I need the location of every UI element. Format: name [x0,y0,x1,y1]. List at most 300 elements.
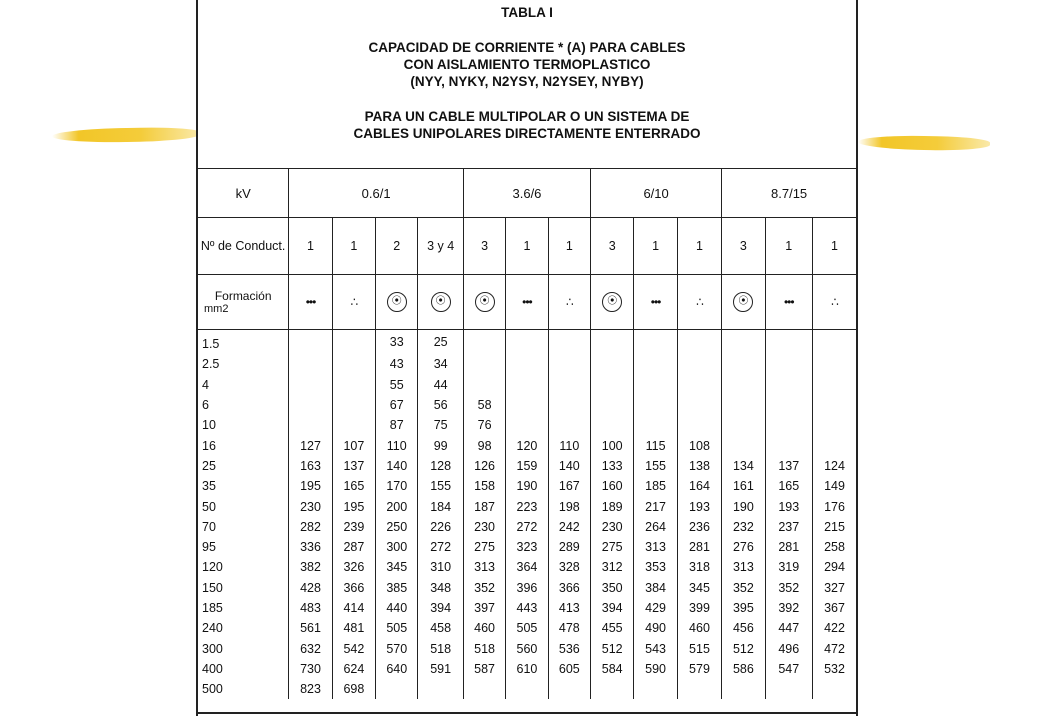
current-value-cell: 570 [376,638,418,658]
current-value-cell: 163 [289,456,332,476]
formation-symbol-icon: ∴ [350,295,358,309]
current-value-cell: 164 [677,476,721,496]
conductor-count-cell: 1 [506,218,548,275]
current-value-cell: 198 [548,496,590,516]
kv-group: 0.6/1 [289,169,464,218]
table-header-block [198,0,856,168]
table-row [198,496,856,516]
section-size-cell: 35 [202,479,216,494]
current-value-cell [765,330,812,355]
formation-symbol-icon: ⦿ [431,292,451,312]
current-value-cell: 336 [289,537,332,557]
current-value-cell: 230 [463,517,505,537]
table-row [198,354,856,374]
current-value-cell [634,375,677,395]
current-value-cell: 590 [634,659,677,679]
current-value-cell: 352 [463,578,505,598]
current-value-cell: 542 [332,638,375,658]
current-value-cell: 512 [591,638,634,658]
current-value-cell [289,395,332,415]
current-value-cell: 237 [765,517,812,537]
kv-label: kV [198,169,289,218]
formation-row [198,275,856,330]
current-value-cell: 189 [591,496,634,516]
current-value-cell: 328 [548,557,590,577]
section-size-cell: 150 [202,580,223,595]
current-value-cell: 429 [634,598,677,618]
current-value-cell [677,679,721,699]
current-value-cell: 137 [332,456,375,476]
section-size-cell: 400 [202,661,223,676]
current-value-cell [506,679,548,699]
current-value-cell [418,679,463,699]
current-value-cell [722,330,765,355]
section-size-cell: 300 [202,641,223,656]
current-value-cell: 155 [634,456,677,476]
current-value-cell: 605 [548,659,590,679]
current-value-cell: 422 [812,618,856,638]
current-value-cell: 75 [418,415,463,435]
formation-symbol-cell [812,275,856,330]
current-value-cell: 319 [765,557,812,577]
current-value-cell: 472 [812,638,856,658]
current-value-cell: 195 [332,496,375,516]
conductor-count-cell: 1 [812,218,856,275]
current-value-cell: 165 [765,476,812,496]
current-value-cell [722,415,765,435]
current-value-cell [548,330,590,355]
current-value-cell: 200 [376,496,418,516]
current-value-cell: 353 [634,557,677,577]
current-value-cell [463,354,505,374]
current-value-cell: 547 [765,659,812,679]
conductor-count-cell: 1 [548,218,590,275]
current-value-cell [591,330,634,355]
current-value-cell: 560 [506,638,548,658]
current-value-cell: 232 [722,517,765,537]
current-value-cell: 352 [722,578,765,598]
table-row [198,517,856,537]
current-value-cell: 140 [376,456,418,476]
current-value-cell [722,679,765,699]
current-value-cell: 230 [289,496,332,516]
current-value-cell: 318 [677,557,721,577]
conductor-count-cell: 3 [722,218,765,275]
formation-symbol-cell [765,275,812,330]
current-value-cell: 313 [463,557,505,577]
current-value-cell: 456 [722,618,765,638]
section-size-cell: 10 [202,418,216,433]
current-value-cell: 586 [722,659,765,679]
section-size-cell: 6 [202,398,209,413]
heading-line-2: CON AISLAMIENTO TERMOPLASTICO [403,57,651,72]
current-value-cell [765,354,812,374]
conductor-count-cell: 1 [634,218,677,275]
current-value-cell [506,330,548,355]
current-value-cell: 137 [765,456,812,476]
scanned-table-document [196,0,858,716]
table-row [198,476,856,496]
formation-symbol-icon: ∴ [566,295,573,309]
current-value-cell: 382 [289,557,332,577]
current-value-cell: 215 [812,517,856,537]
current-value-cell: 159 [506,456,548,476]
current-value-cell: 698 [332,679,375,699]
current-value-cell: 165 [332,476,375,496]
formation-symbol-cell [548,275,590,330]
section-size-cell: 50 [202,499,216,514]
table-row [198,618,856,638]
current-value-cell: 287 [332,537,375,557]
current-value-cell: 610 [506,659,548,679]
kv-group: 3.6/6 [463,169,590,218]
formation-symbol-icon: ••• [650,295,661,309]
table-row [198,330,856,355]
section-size-cell: 70 [202,519,216,534]
current-value-cell [548,395,590,415]
current-value-cell: 100 [591,435,634,455]
current-value-cell: 281 [765,537,812,557]
current-value-cell: 282 [289,517,332,537]
current-value-cell [634,330,677,355]
current-value-cell [765,395,812,415]
current-value-cell: 158 [463,476,505,496]
current-value-cell: 149 [812,476,856,496]
current-value-cell [677,354,721,374]
current-value-cell [765,435,812,455]
current-value-cell: 413 [548,598,590,618]
current-value-cell: 289 [548,537,590,557]
current-value-cell: 823 [289,679,332,699]
current-value-cell [506,415,548,435]
table-row [198,578,856,598]
section-size-cell: 500 [202,682,223,697]
heading-line-3: (NYY, NYKY, N2YSY, N2YSEY, NYBY) [410,74,644,89]
current-value-cell: 294 [812,557,856,577]
current-value-cell: 33 [376,330,418,355]
current-value-cell: 313 [634,537,677,557]
formation-symbol-icon: ⦿ [733,292,753,312]
current-value-cell: 579 [677,659,721,679]
conductor-count-cell: 1 [289,218,332,275]
current-value-cell: 536 [548,638,590,658]
formation-symbol-cell [634,275,677,330]
current-value-cell: 226 [418,517,463,537]
current-value-cell: 392 [765,598,812,618]
current-value-cell [812,415,856,435]
current-value-cell [812,354,856,374]
table-row [198,679,856,699]
current-value-cell [463,330,505,355]
current-value-cell: 364 [506,557,548,577]
current-value-cell: 170 [376,476,418,496]
current-value-cell: 352 [765,578,812,598]
current-value-cell: 300 [376,537,418,557]
current-value-cell [548,679,590,699]
table-row [198,375,856,395]
current-value-cell: 239 [332,517,375,537]
conductor-count-cell: 1 [677,218,721,275]
section-size-cell: 1.5 [202,337,220,352]
current-value-cell [506,354,548,374]
current-value-cell [591,415,634,435]
current-value-cell: 120 [506,435,548,455]
current-value-cell: 193 [677,496,721,516]
table-row [198,598,856,618]
section-size-cell: 95 [202,540,216,555]
current-value-cell [677,415,721,435]
current-value-cell: 281 [677,537,721,557]
table-row [198,537,856,557]
current-value-cell [765,679,812,699]
current-value-cell [289,330,332,355]
current-value-cell: 76 [463,415,505,435]
current-value-cell [591,679,634,699]
current-value-cell: 460 [677,618,721,638]
current-value-cell [463,679,505,699]
formation-symbol-cell [506,275,548,330]
current-value-cell: 397 [463,598,505,618]
current-value-cell: 366 [332,578,375,598]
current-value-cell: 223 [506,496,548,516]
current-value-cell: 414 [332,598,375,618]
current-value-cell: 394 [418,598,463,618]
current-value-cell: 460 [463,618,505,638]
formation-symbol-cell [677,275,721,330]
current-value-cell: 236 [677,517,721,537]
kv-group: 8.7/15 [722,169,856,218]
formation-symbol-icon: ⦿ [602,292,622,312]
current-value-cell: 310 [418,557,463,577]
formation-symbol-icon: ••• [783,295,794,309]
current-value-cell [634,415,677,435]
current-value-cell: 56 [418,395,463,415]
current-value-cell [591,375,634,395]
current-value-cell [376,679,418,699]
formation-symbol-cell [722,275,765,330]
current-value-cell: 515 [677,638,721,658]
current-value-cell [332,415,375,435]
table-row [198,638,856,658]
current-value-cell [332,395,375,415]
formation-symbol-icon: ••• [522,295,532,309]
table-title: TABLA I [501,5,553,20]
formation-symbol-icon: ⦿ [475,292,495,312]
current-value-cell: 518 [463,638,505,658]
current-value-cell: 348 [418,578,463,598]
current-value-cell [812,679,856,699]
formation-symbol-icon: ∴ [696,295,703,309]
current-value-cell: 176 [812,496,856,516]
section-size-cell: 240 [202,621,223,636]
current-value-cell: 67 [376,395,418,415]
current-value-cell: 195 [289,476,332,496]
current-value-cell: 443 [506,598,548,618]
current-value-cell [634,395,677,415]
current-value-cell: 133 [591,456,634,476]
current-value-cell: 367 [812,598,856,618]
current-value-cell: 155 [418,476,463,496]
current-value-cell: 124 [812,456,856,476]
current-value-cell: 276 [722,537,765,557]
formation-symbol-cell [376,275,418,330]
current-value-cell [289,354,332,374]
current-value-cell: 110 [548,435,590,455]
current-value-cell: 190 [722,496,765,516]
current-value-cell: 193 [765,496,812,516]
current-value-cell: 384 [634,578,677,598]
current-value-cell: 127 [289,435,332,455]
formation-symbol-icon: ∴ [831,295,838,309]
current-value-cell [765,415,812,435]
current-value-cell: 272 [418,537,463,557]
current-value-cell: 275 [591,537,634,557]
formation-symbol-cell [289,275,332,330]
table-row [198,395,856,415]
section-size-cell: 16 [202,438,216,453]
formation-symbol-icon: ••• [305,295,316,309]
current-value-cell: 126 [463,456,505,476]
section-size-cell: 120 [202,560,223,575]
current-value-cell: 107 [332,435,375,455]
current-value-cell: 394 [591,598,634,618]
current-value-cell: 217 [634,496,677,516]
current-value-cell: 496 [765,638,812,658]
current-value-cell: 190 [506,476,548,496]
current-value-cell [634,354,677,374]
current-value-cell: 366 [548,578,590,598]
table-row [198,435,856,455]
current-value-cell [722,395,765,415]
current-value-cell [548,415,590,435]
document-bottom-border [196,712,858,714]
current-value-cell [332,354,375,374]
current-value-cell [463,375,505,395]
section-size-cell: 185 [202,601,223,615]
current-value-cell [548,375,590,395]
kv-group: 6/10 [591,169,722,218]
conductors-label: Nº de Conduct. [198,218,289,275]
current-value-cell: 561 [289,618,332,638]
current-value-cell [765,375,812,395]
current-value-cell: 455 [591,618,634,638]
table-row [198,415,856,435]
current-value-cell: 34 [418,354,463,374]
current-value-cell [722,354,765,374]
current-value-cell: 478 [548,618,590,638]
table-row [198,557,856,577]
current-value-cell: 591 [418,659,463,679]
current-value-cell: 98 [463,435,505,455]
table-row [198,456,856,476]
section-size-cell: 2.5 [202,357,220,372]
current-value-cell: 584 [591,659,634,679]
current-value-cell: 110 [376,435,418,455]
current-value-cell: 440 [376,598,418,618]
current-value-cell: 447 [765,618,812,638]
formation-symbol-icon: ⦿ [387,292,407,312]
current-value-cell: 140 [548,456,590,476]
current-value-cell [332,375,375,395]
current-value-cell: 25 [418,330,463,355]
current-value-cell: 258 [812,537,856,557]
subheading-line-2: CABLES UNIPOLARES DIRECTAMENTE ENTERRADO [353,126,701,141]
current-value-cell: 44 [418,375,463,395]
current-value-cell: 161 [722,476,765,496]
section-size-cell: 25 [202,458,216,473]
current-value-cell [812,330,856,355]
formation-symbol-cell [591,275,634,330]
current-value-cell: 275 [463,537,505,557]
kv-header-row [198,169,856,218]
current-value-cell: 481 [332,618,375,638]
current-value-cell: 458 [418,618,463,638]
current-value-cell: 242 [548,517,590,537]
current-value-cell: 385 [376,578,418,598]
current-value-cell: 250 [376,517,418,537]
current-value-cell [591,354,634,374]
current-value-cell [812,395,856,415]
current-value-cell: 272 [506,517,548,537]
current-value-cell [289,375,332,395]
current-value-cell: 532 [812,659,856,679]
current-value-cell [506,395,548,415]
heading-line-1: CAPACIDAD DE CORRIENTE * (A) PARA CABLES [368,40,686,55]
current-value-cell: 138 [677,456,721,476]
current-value-cell: 730 [289,659,332,679]
current-value-cell [677,395,721,415]
formation-label [198,275,289,330]
current-value-cell: 399 [677,598,721,618]
current-value-cell: 43 [376,354,418,374]
current-value-cell: 327 [812,578,856,598]
conductor-count-cell: 2 [376,218,418,275]
current-value-cell [548,354,590,374]
highlight-stroke-right [858,135,990,151]
current-value-cell [812,375,856,395]
current-value-cell: 428 [289,578,332,598]
current-value-cell: 187 [463,496,505,516]
current-value-cell: 313 [722,557,765,577]
current-value-cell: 518 [418,638,463,658]
current-value-cell: 160 [591,476,634,496]
current-value-cell [591,395,634,415]
current-value-cell: 505 [506,618,548,638]
current-value-cell: 396 [506,578,548,598]
formation-symbol-cell [332,275,375,330]
current-value-cell [812,435,856,455]
current-value-cell: 264 [634,517,677,537]
current-value-cell: 312 [591,557,634,577]
highlight-stroke-left [52,127,200,144]
current-value-cell: 587 [463,659,505,679]
current-value-cell: 350 [591,578,634,598]
current-value-cell: 134 [722,456,765,476]
current-value-cell: 395 [722,598,765,618]
current-value-cell: 345 [376,557,418,577]
subheading-line-1: PARA UN CABLE MULTIPOLAR O UN SISTEMA DE [364,109,690,124]
current-value-cell [677,375,721,395]
current-value-cell [289,415,332,435]
conductor-count-cell: 3 [591,218,634,275]
current-value-cell: 483 [289,598,332,618]
section-size-cell: 4 [202,377,209,392]
current-value-cell: 632 [289,638,332,658]
conductor-count-cell: 1 [332,218,375,275]
current-value-cell: 167 [548,476,590,496]
current-value-cell: 99 [418,435,463,455]
current-value-cell: 624 [332,659,375,679]
